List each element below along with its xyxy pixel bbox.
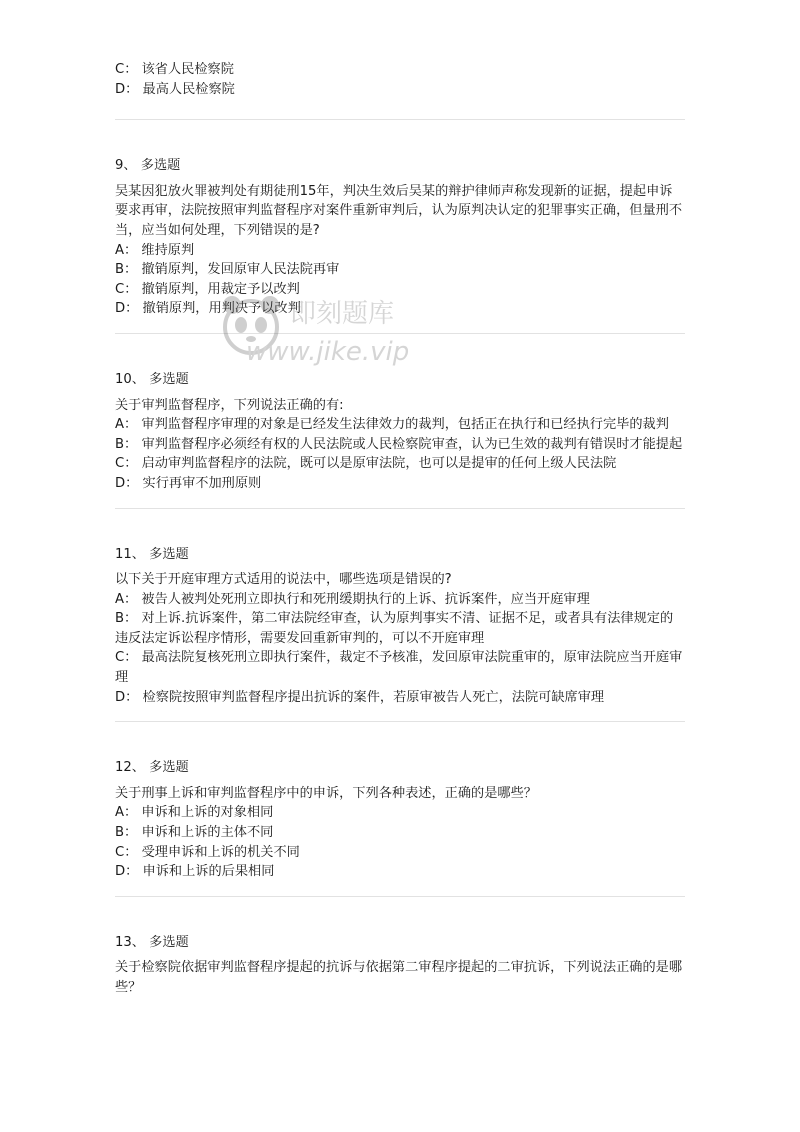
- option-b: B： 对上诉.抗诉案件，第二审法院经审查，认为原判事实不清、证据不足，或者具有法律规定的违反法定诉讼程序情形，需要发回重新审判的，可以不开庭审理: [115, 611, 674, 646]
- option-a: A： 申诉和上诉的对象相同: [115, 805, 274, 821]
- question-9: [115, 156, 685, 319]
- question-header: 13、 多选题: [115, 934, 189, 950]
- question-header: 12、 多选题: [115, 760, 189, 776]
- question-header: 10、 多选题: [115, 371, 189, 387]
- option-c: C： 受理申诉和上诉的机关不同: [115, 844, 300, 860]
- prev-question-tail: [115, 60, 685, 99]
- question-stem: 关于刑事上诉和审判监督程序中的申诉，下列各种表述，正确的是哪些？: [115, 785, 537, 801]
- option-c: C： 最高法院复核死刑立即执行案件，裁定不予核准，发回原审法院重审的，原审法院应当开庭审理: [115, 650, 683, 686]
- question-11: [115, 545, 685, 708]
- option-d: D： 最高人民检察院: [115, 81, 235, 97]
- question-header: 9、 多选题: [115, 158, 181, 174]
- option-b: B： 审判监督程序必须经有权的人民法院或人民检察院审查，认为已生效的裁判有错误时才能提起: [115, 436, 683, 452]
- option-b: B： 申诉和上诉的主体不同: [115, 825, 274, 841]
- option-a: A： 被告人被判处死刑立即执行和死刑缓期执行的上诉、抗诉案件，应当开庭审理: [115, 591, 590, 607]
- option-c: C： 启动审判监督程序的法院，既可以是原审法院，也可以是提审的任何上级人民法院: [115, 456, 617, 472]
- option-a: A： 维持原判: [115, 242, 195, 258]
- option-a: A： 审判监督程序审理的对象是已经发生法律效力的裁判，包括正在执行和已经执行完毕的裁判: [115, 417, 669, 433]
- question-stem: 以下关于开庭审理方式适用的说法中，哪些选项是错误的?: [115, 572, 452, 588]
- question-header: 11、 多选题: [115, 546, 189, 562]
- question-12: [115, 758, 685, 882]
- question-stem: 吴某因犯放火罪被判处有期徒刑15年，判决生效后吴某的辩护律师声称发现新的证据，提起申诉要求再审，法院按照审判监督程序对案件重新审判后，认为原判决认定的犯罪事实正确，但量刑不当，应当如何处理，下列错误的是?: [115, 183, 683, 238]
- question-13: [115, 933, 685, 998]
- question-stem: 关于检察院依据审判监督程序提起的抗诉与依据第二审程序提起的二审抗诉，下列说法正确的是哪些？: [115, 960, 683, 995]
- question-stem: 关于审判监督程序，下列说法正确的有:: [115, 397, 344, 413]
- watermark-brand: 即刻题库: [290, 299, 395, 329]
- document-page: [115, 60, 685, 998]
- option-b: B： 撤销原判，发回原审人民法院再审: [115, 262, 340, 278]
- option-d: D： 撤销原判，用判决予以改判: [115, 301, 301, 317]
- option-c: C： 撤销原判，用裁定予以改判: [115, 281, 300, 297]
- watermark-site: www.jike.vip: [246, 337, 410, 367]
- option-d: D： 实行再审不加刑原则: [115, 475, 262, 491]
- option-c: C： 该省人民检察院: [115, 62, 234, 77]
- option-d: D： 检察院按照审判监督程序提出抗诉的案件，若原审被告人死亡，法院可缺席审理: [115, 689, 605, 705]
- option-d: D： 申诉和上诉的后果相同: [115, 864, 275, 880]
- question-10: [115, 370, 685, 494]
